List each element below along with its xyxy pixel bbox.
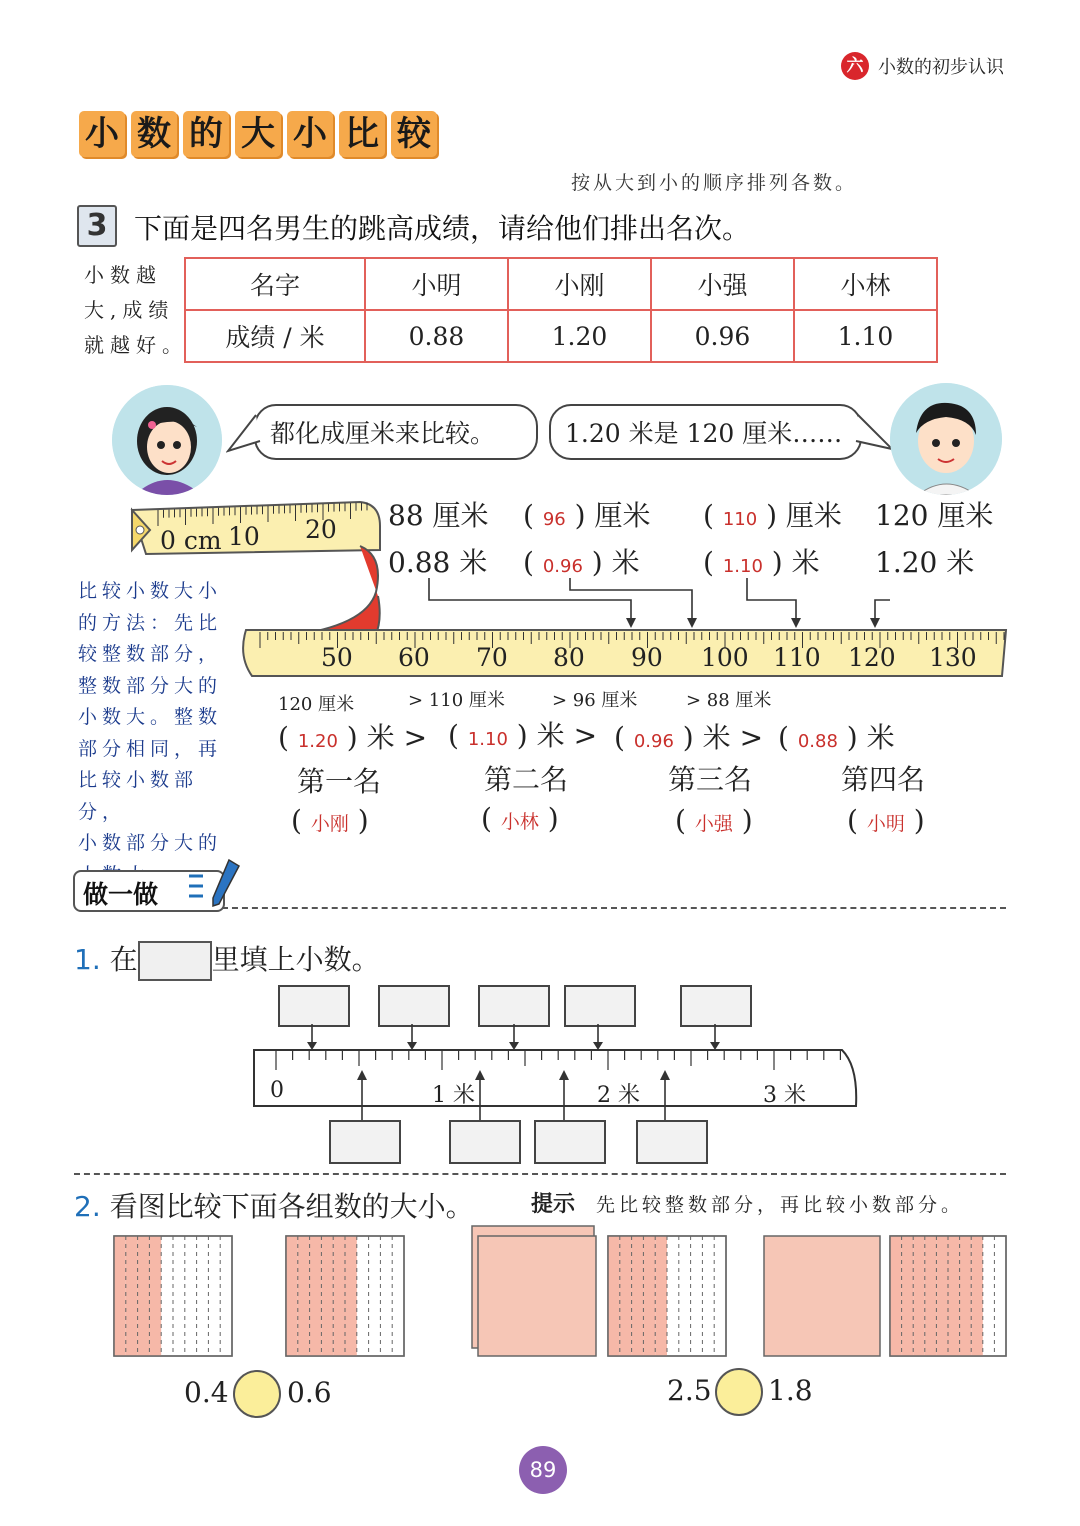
pencil-icon bbox=[185, 856, 241, 910]
task1-heading bbox=[74, 938, 380, 981]
answer-box[interactable] bbox=[378, 985, 450, 1027]
compare-left: 0.4 bbox=[184, 1376, 229, 1409]
table-cell: 小刚 bbox=[508, 258, 651, 310]
rank-label: 第一名 bbox=[297, 765, 382, 798]
answer-box[interactable] bbox=[329, 1120, 401, 1164]
ruler-label: 70 bbox=[476, 643, 508, 672]
side-note-line: 就越好。 bbox=[84, 333, 188, 357]
answer: 0.88 bbox=[797, 731, 838, 752]
cm-value-88: 88 厘米 bbox=[388, 499, 489, 532]
side-note-line: 小数越 bbox=[84, 263, 162, 287]
side-note-line: 大,成绩 bbox=[84, 298, 175, 322]
m-value-120: 1.20 米 bbox=[875, 546, 975, 579]
table-cell: 0.88 bbox=[365, 310, 508, 362]
answer: 小明 bbox=[866, 813, 905, 835]
order-note: > 96 厘米 bbox=[552, 690, 638, 711]
title-char: 大 bbox=[235, 111, 281, 157]
method-line: 较整数部分， bbox=[78, 643, 223, 665]
m-value-088: 0.88 米 bbox=[388, 546, 488, 579]
rank-label: 第二名 bbox=[484, 763, 569, 796]
cm-blank-96[interactable]: ( 96 ) 厘米 bbox=[523, 499, 651, 532]
ruler-label: 80 bbox=[553, 643, 585, 672]
answer: 1.10 bbox=[467, 729, 508, 750]
rank-blank-3[interactable]: ( 小强 ) bbox=[675, 804, 753, 837]
practice-title: 做一做 bbox=[83, 880, 159, 909]
answer-box[interactable] bbox=[534, 1120, 606, 1164]
task1-pre: 在 bbox=[109, 943, 138, 976]
boy-avatar bbox=[890, 383, 1002, 495]
hint-label: 提示 bbox=[531, 1192, 576, 1217]
ruler-label: 90 bbox=[631, 643, 663, 672]
compare-right: 0.6 bbox=[287, 1376, 332, 1409]
task1-post: 里填上小数。 bbox=[211, 943, 380, 976]
answer: 0.96 bbox=[633, 731, 674, 752]
method-line: 比较小数部分， bbox=[78, 769, 199, 823]
compare-circle[interactable] bbox=[715, 1368, 763, 1416]
order-note: > 110 厘米 bbox=[408, 690, 505, 711]
arrow-connectors bbox=[420, 578, 890, 630]
m-blank-110[interactable]: ( 1.10 ) 米 bbox=[703, 546, 820, 579]
order-note: 120 厘米 bbox=[278, 694, 355, 715]
title-char: 数 bbox=[131, 111, 177, 157]
order-blank-3[interactable]: ( 0.96 ) 米 > bbox=[614, 721, 764, 754]
ruler-label: 50 bbox=[321, 643, 353, 672]
rank-blank-4[interactable]: ( 小明 ) bbox=[847, 804, 925, 837]
blank-box-icon bbox=[138, 941, 212, 981]
order-blank-1[interactable]: ( 1.20 ) 米 > bbox=[278, 721, 428, 754]
rank-label: 第三名 bbox=[668, 763, 753, 796]
decimal-grid-figures bbox=[110, 1222, 1010, 1362]
table-cell: 小林 bbox=[794, 258, 937, 310]
ruler-label: 100 bbox=[701, 643, 749, 672]
order-blank-2[interactable]: ( 1.10 ) 米 > bbox=[448, 719, 598, 752]
answer-box[interactable] bbox=[278, 985, 350, 1027]
number-line-label: 2 米 bbox=[597, 1083, 640, 1108]
table-cell: 成绩 / 米 bbox=[185, 310, 365, 362]
method-line: 小数部分大的 bbox=[78, 832, 223, 854]
boy-illustration bbox=[890, 383, 1002, 495]
method-line: 比较小数大小 bbox=[78, 580, 223, 602]
method-line: 整数部分大的 bbox=[78, 674, 223, 697]
title-char: 小 bbox=[287, 111, 333, 157]
girl-avatar bbox=[112, 385, 222, 495]
method-line: 小数大。整数 bbox=[78, 706, 223, 728]
number-line-label: 1 米 bbox=[432, 1083, 475, 1108]
question-number: 3 bbox=[77, 205, 117, 247]
table-cell: 0.96 bbox=[651, 310, 794, 362]
hint-text: 先比较整数部分，再比较小数部分。 bbox=[596, 1194, 965, 1216]
compare-left: 2.5 bbox=[667, 1374, 712, 1407]
number-line-label: 3 米 bbox=[763, 1083, 806, 1108]
answer: 小刚 bbox=[310, 813, 349, 835]
order-note: > 88 厘米 bbox=[686, 690, 772, 711]
cm-value-120: 120 厘米 bbox=[875, 499, 994, 532]
title-char: 比 bbox=[339, 111, 385, 157]
table-cell: 1.20 bbox=[508, 310, 651, 362]
table-cell: 名字 bbox=[185, 258, 365, 310]
task2-text: 看图比较下面各组数的大小。 bbox=[109, 1190, 474, 1223]
table-cell: 小明 bbox=[365, 258, 508, 310]
answer: 1.20 bbox=[297, 731, 338, 752]
answer-box[interactable] bbox=[564, 985, 636, 1027]
ruler-label: 60 bbox=[398, 643, 430, 672]
task-number: 1. bbox=[74, 943, 101, 976]
task-number: 2. bbox=[74, 1190, 101, 1223]
table-row bbox=[185, 258, 937, 310]
answer-box[interactable] bbox=[636, 1120, 708, 1164]
title-char: 小 bbox=[79, 111, 125, 157]
tape-label-10: 10 bbox=[228, 522, 260, 551]
answer-box[interactable] bbox=[680, 985, 752, 1027]
rank-label: 第四名 bbox=[841, 763, 926, 796]
tape-label-0cm: 0 cm bbox=[160, 526, 222, 555]
girl-illustration bbox=[112, 385, 222, 495]
rank-blank-2[interactable]: ( 小林 ) bbox=[481, 802, 559, 835]
answer: 小强 bbox=[694, 813, 733, 835]
side-note bbox=[84, 258, 188, 363]
section-divider bbox=[222, 907, 1006, 909]
boy-speech-bubble: 1.20 米是 120 厘米…… bbox=[549, 404, 862, 460]
table-cell: 小强 bbox=[651, 258, 794, 310]
girl-speech-bubble: 都化成厘米来比较。 bbox=[254, 404, 538, 460]
cm-blank-110[interactable]: ( 110 ) 厘米 bbox=[703, 499, 842, 532]
sort-instruction: 按从大到小的顺序排列各数。 bbox=[571, 172, 858, 194]
answer-box[interactable] bbox=[478, 985, 550, 1027]
bubble-tail-icon bbox=[842, 405, 897, 465]
task2-heading bbox=[74, 1185, 474, 1225]
ruler-label: 110 bbox=[773, 643, 821, 672]
order-blank-4[interactable]: ( 0.88 ) 米 bbox=[778, 721, 895, 754]
title-char: 较 bbox=[391, 111, 437, 157]
chapter-badge: 六 bbox=[841, 52, 869, 80]
ruler-label: 120 bbox=[848, 643, 896, 672]
answer: 0.96 bbox=[542, 556, 583, 577]
ruler-label: 130 bbox=[929, 643, 977, 672]
number-line-label: 0 bbox=[270, 1078, 284, 1103]
bubble-tail-icon bbox=[226, 405, 276, 465]
method-line: 部分相同，再 bbox=[78, 737, 223, 760]
answer: 小林 bbox=[500, 811, 539, 833]
m-blank-096[interactable]: ( 0.96 ) 米 bbox=[523, 546, 640, 579]
page-number: 89 bbox=[519, 1446, 567, 1494]
answer: 110 bbox=[722, 509, 758, 530]
tape-label-20: 20 bbox=[305, 515, 337, 544]
method-line: 的方法：先比 bbox=[78, 611, 223, 634]
answer: 1.10 bbox=[722, 556, 763, 577]
answer: 96 bbox=[542, 509, 566, 530]
score-table bbox=[184, 257, 938, 363]
rank-blank-1[interactable]: ( 小刚 ) bbox=[291, 804, 369, 837]
answer-box[interactable] bbox=[449, 1120, 521, 1164]
section-divider bbox=[74, 1173, 1006, 1175]
table-row bbox=[185, 310, 937, 362]
chapter-title: 小数的初步认识 bbox=[878, 57, 1004, 78]
table-cell: 1.10 bbox=[794, 310, 937, 362]
compare-right: 1.8 bbox=[768, 1374, 813, 1407]
title-char: 的 bbox=[183, 111, 229, 157]
method-note bbox=[78, 576, 238, 891]
question-text: 下面是四名男生的跳高成绩，请给他们排出名次。 bbox=[134, 212, 751, 245]
compare-circle[interactable] bbox=[233, 1370, 281, 1418]
